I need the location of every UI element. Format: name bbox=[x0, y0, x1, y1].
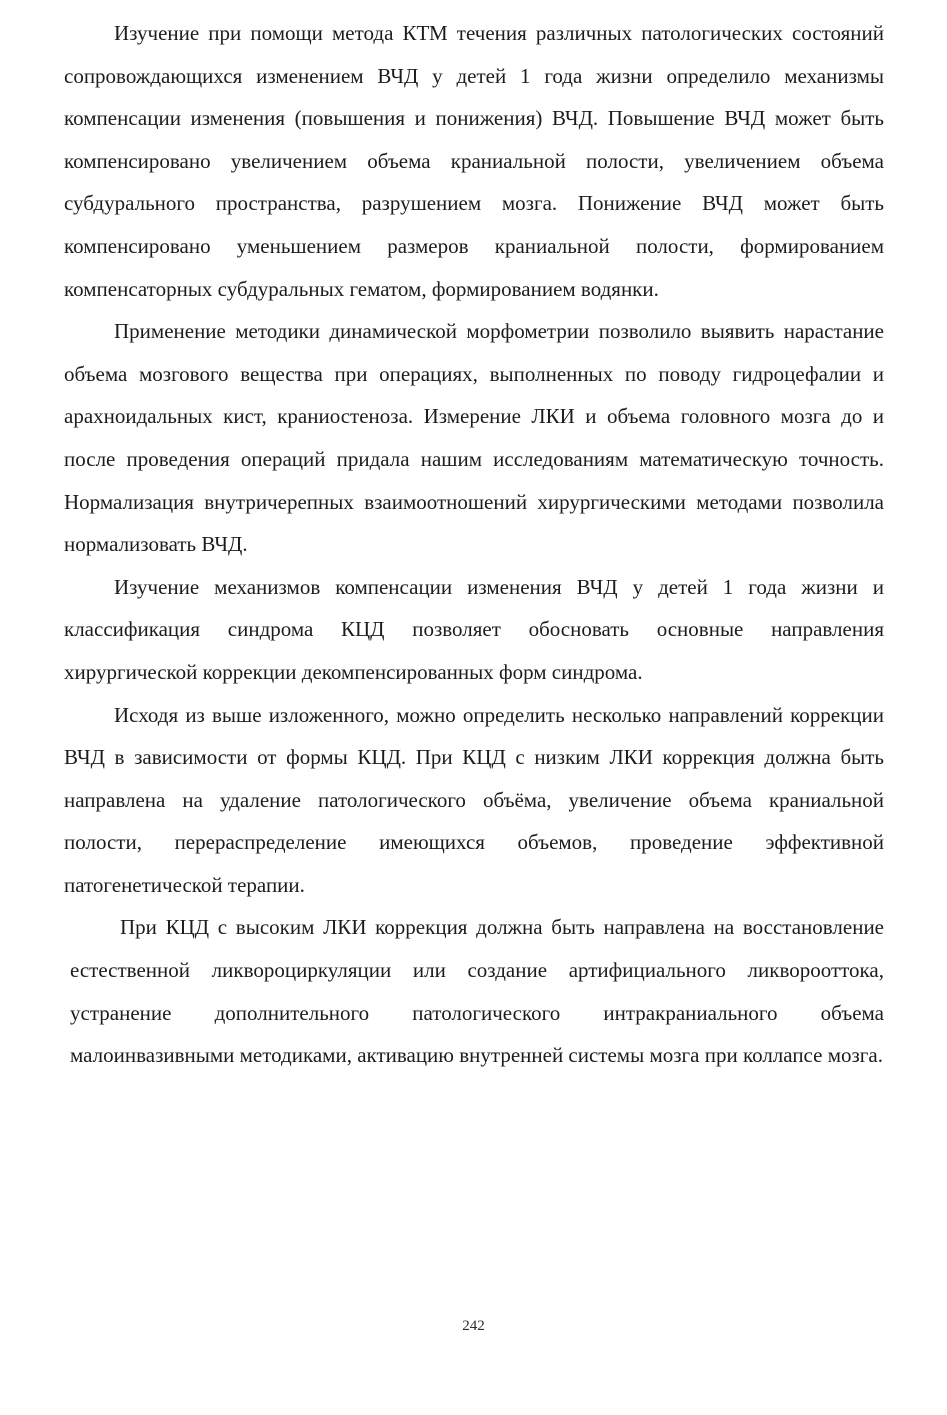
page-number: 242 bbox=[462, 1318, 485, 1334]
paragraph-1: Изучение при помощи метода КТМ течения различных патологических состояний сопровождающихся изменением ВЧД у детей 1 года жизни определило механизмы компенсации изменения (повышения и понижения) ВЧД. Повышение ВЧД может быть компенсировано увеличением объема краниальной полости, увеличением объема субдурального пространства, разрушением мозга. Понижение ВЧД может быть компенсировано уменьшением размеров краниальной полости, формированием компенсаторных субдуральных гематом, формированием водянки. bbox=[64, 21, 884, 301]
paragraph-3: Изучение механизмов компенсации изменения ВЧД у детей 1 года жизни и классификация синдрома КЦД позволяет обосновать основные направления хирургической коррекции декомпенсированных форм синдрома. bbox=[64, 574, 884, 684]
paragraph-4: Исходя из выше изложенного, можно определить несколько направлений коррекции ВЧД в зависимости от формы КЦД. При КЦД с низким ЛКИ коррекция должна быть направлена на удаление патологического объёма, увеличение объема краниальной полости, перераспределение имеющихся объемов, проведение эффективной патогенетической терапии. bbox=[64, 702, 884, 897]
paragraph-2: Применение методики динамической морфометрии позволило выявить нарастание объема мозгового вещества при операциях, выполненных по поводу гидроцефалии и арахноидальных кист, краниостеноза. Измерение ЛКИ и объема головного мозга до и после проведения операций придала нашим исследованиям математическую точность. Нормализация внутричерепных взаимоотношений хирургическими методами позволила нормализовать ВЧД. bbox=[64, 319, 884, 557]
paragraph-5: При КЦД с высоким ЛКИ коррекция должна быть направлена на восстановление естественной ликвороциркуляции или создание артифициального ликворооттока, устранение дополнительного патологического интракраниального объема малоинвазивными методиками, активацию внутренней системы мозга при коллапсе мозга. bbox=[70, 915, 884, 1068]
document-page bbox=[64, 12, 884, 1077]
